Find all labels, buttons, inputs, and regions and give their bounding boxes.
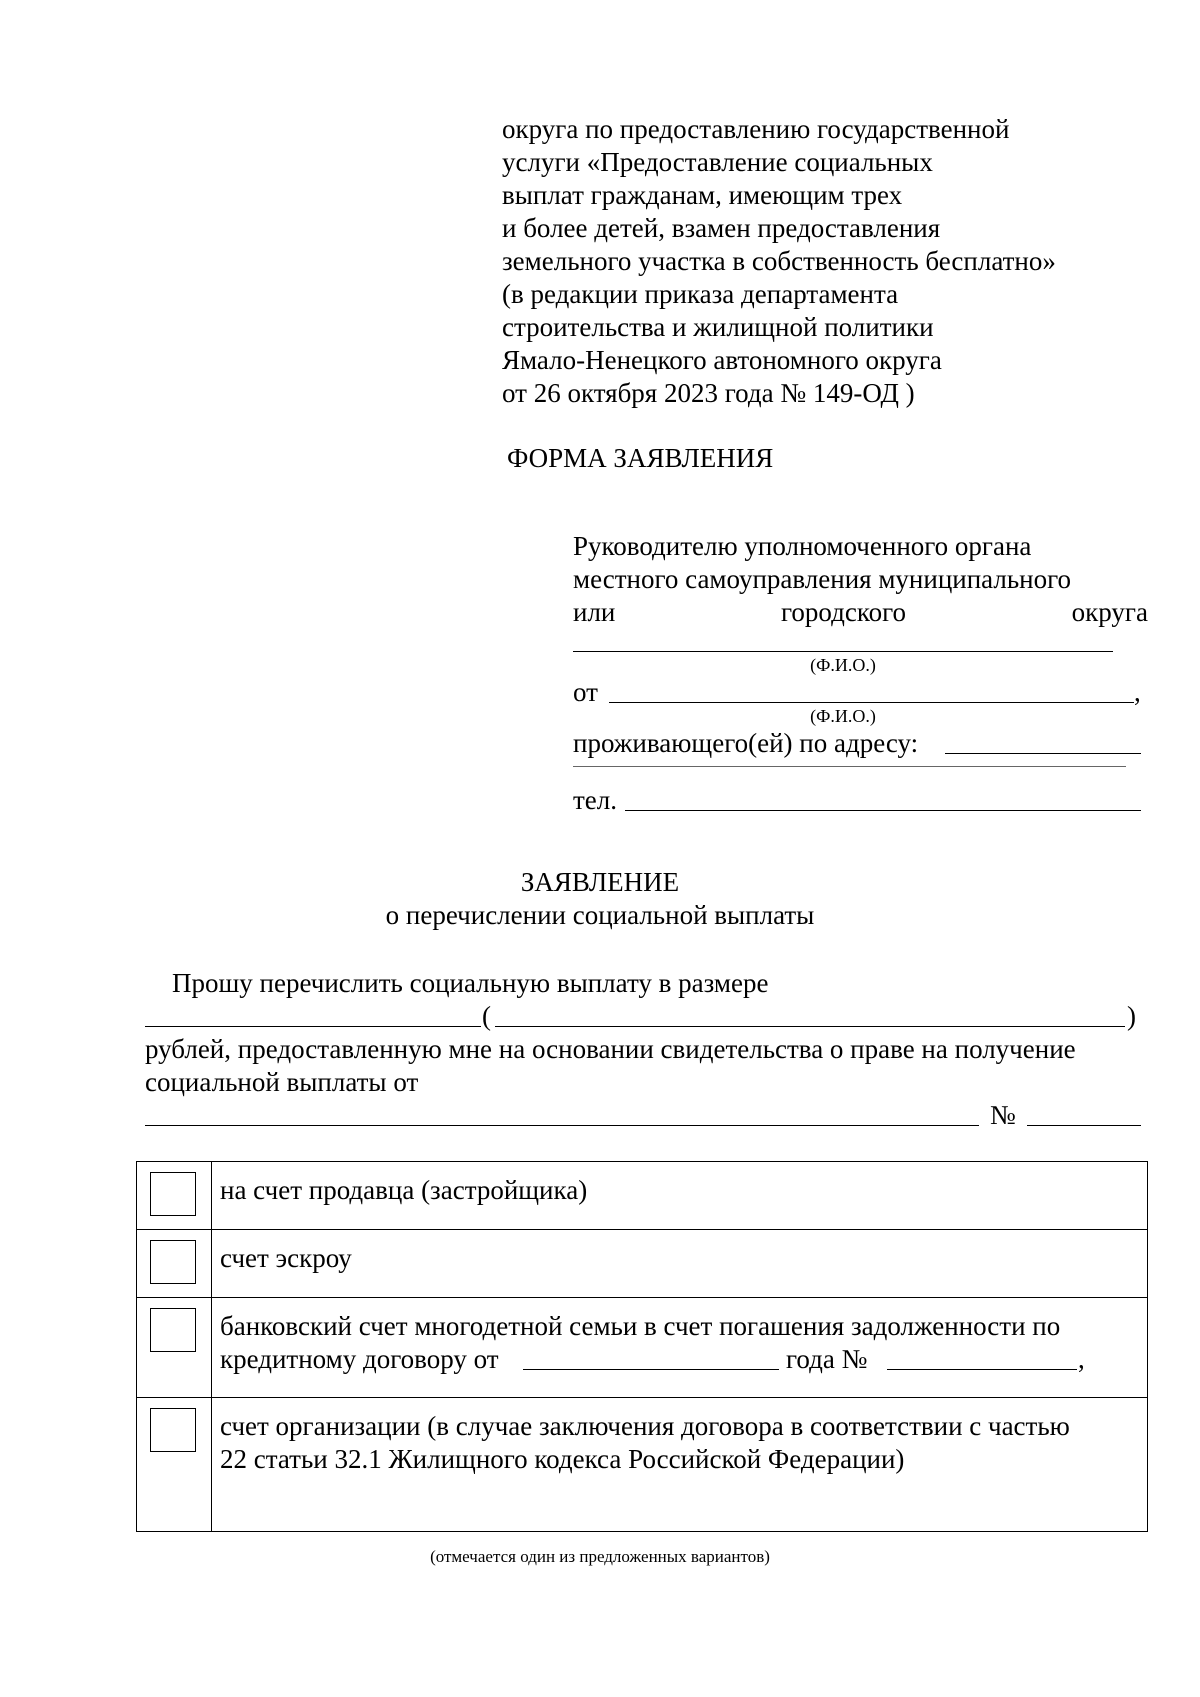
checkbox-cell [137,1398,212,1532]
payment-option-row [137,1398,1148,1532]
address-field-2[interactable] [573,766,1126,767]
option-text [212,1398,1148,1532]
option-text [212,1298,1148,1398]
order-reference-line: строительства и жилищной политики [502,312,934,342]
number-sign: № [990,1100,1016,1130]
addressee-line: Руководителю уполномоченного органа [573,531,1032,561]
address-row [573,727,1148,760]
order-reference-line: (в редакции приказа департамента [502,279,899,309]
order-reference-line: от 26 октября 2023 года № 149-ОД ) [502,378,915,408]
applicant-name-row [573,676,1148,709]
amount-number-field[interactable] [145,1000,481,1027]
checkbox-cell [137,1162,212,1230]
option-checkbox[interactable] [150,1240,196,1284]
order-reference-line: услуги «Предоставление социальных [502,147,933,177]
certificate-date-field[interactable] [145,1099,979,1126]
option-text [212,1162,1148,1230]
phone-label: тел. [573,785,618,815]
order-reference-line: и более детей, взамен предоставления [502,213,941,243]
order-reference-line: округа по предоставлению государственной [502,114,1010,144]
addressee-block [573,530,1148,824]
address-field[interactable] [945,727,1141,754]
loan-contract-row [220,1343,1139,1376]
form-title: ФОРМА ЗАЯВЛЕНИЯ [507,443,774,473]
option-label: банковский счет многодетной семьи в счет погашения задолженности по [220,1311,1061,1341]
order-reference-line: Ямало-Ненецкого автономного округа [502,345,942,375]
option-label: 22 статьи 32.1 Жилищного кодекса Российской Федерации) [220,1444,905,1474]
from-label: от [573,677,598,707]
loan-contract-label: кредитному договору от [220,1344,499,1374]
payment-option-row [137,1230,1148,1298]
rubles-line: рублей, предоставленную мне на основании свидетельства о праве на получение [145,1034,1076,1064]
comma: , [1078,1344,1085,1374]
order-reference-line: земельного участка в собственность бесплатно» [502,246,1056,276]
fio-hint: (Ф.И.О.) [810,655,876,675]
payment-option-row [137,1298,1148,1398]
addressee-line-justified [573,596,1148,629]
option-label: счет организации (в случае заключения договора в соответствии с частью [220,1411,1070,1441]
fio-hint: (Ф.И.О.) [810,706,876,726]
comma: , [1134,677,1141,707]
option-label: счет эскроу [220,1243,352,1273]
phone-field[interactable] [625,784,1141,811]
payment-from-line: социальной выплаты от [145,1067,419,1097]
statement-title: ЗАЯВЛЕНИЕ [520,867,680,897]
phone-row [573,784,1148,824]
certificate-number-field[interactable] [1027,1099,1141,1126]
address-row-2 [573,760,1148,780]
addressee-word: округа [1071,597,1148,627]
option-checkbox[interactable] [150,1172,196,1216]
recipient-name-field[interactable] [573,629,1113,652]
certificate-row [145,1099,1145,1132]
loan-contract-date-field[interactable] [523,1343,779,1370]
checkbox-cell [137,1230,212,1298]
option-checkbox[interactable] [150,1408,196,1452]
option-text [212,1230,1148,1298]
paren-close: ) [1127,1001,1136,1031]
statement-subtitle: о перечислении социальной выплаты [385,900,815,930]
payment-options-table [136,1161,1148,1532]
loan-year-label: года № [786,1344,868,1374]
payment-option-row [137,1162,1148,1230]
amount-words-field[interactable] [495,1000,1125,1027]
checkbox-cell [137,1298,212,1398]
option-label: на счет продавца (застройщика) [220,1175,588,1205]
order-reference-line: выплат гражданам, имеющим трех [502,180,903,210]
paren-open: ( [482,1001,491,1031]
addressee-word: или [573,597,616,627]
addressee-line: местного самоуправления муниципального [573,564,1072,594]
order-reference-block [502,113,1122,410]
recipient-name-row [573,629,1148,662]
addressee-word: городского [781,597,907,627]
request-line: Прошу перечислить социальную выплату в размере [172,968,769,998]
option-checkbox[interactable] [150,1308,196,1352]
applicant-name-field[interactable] [609,676,1134,703]
address-label: проживающего(ей) по адресу: [573,728,919,758]
loan-contract-number-field[interactable] [887,1343,1077,1370]
amount-row [145,1000,1145,1033]
footnote: (отмечается один из предложенных вариантов) [430,1547,770,1566]
